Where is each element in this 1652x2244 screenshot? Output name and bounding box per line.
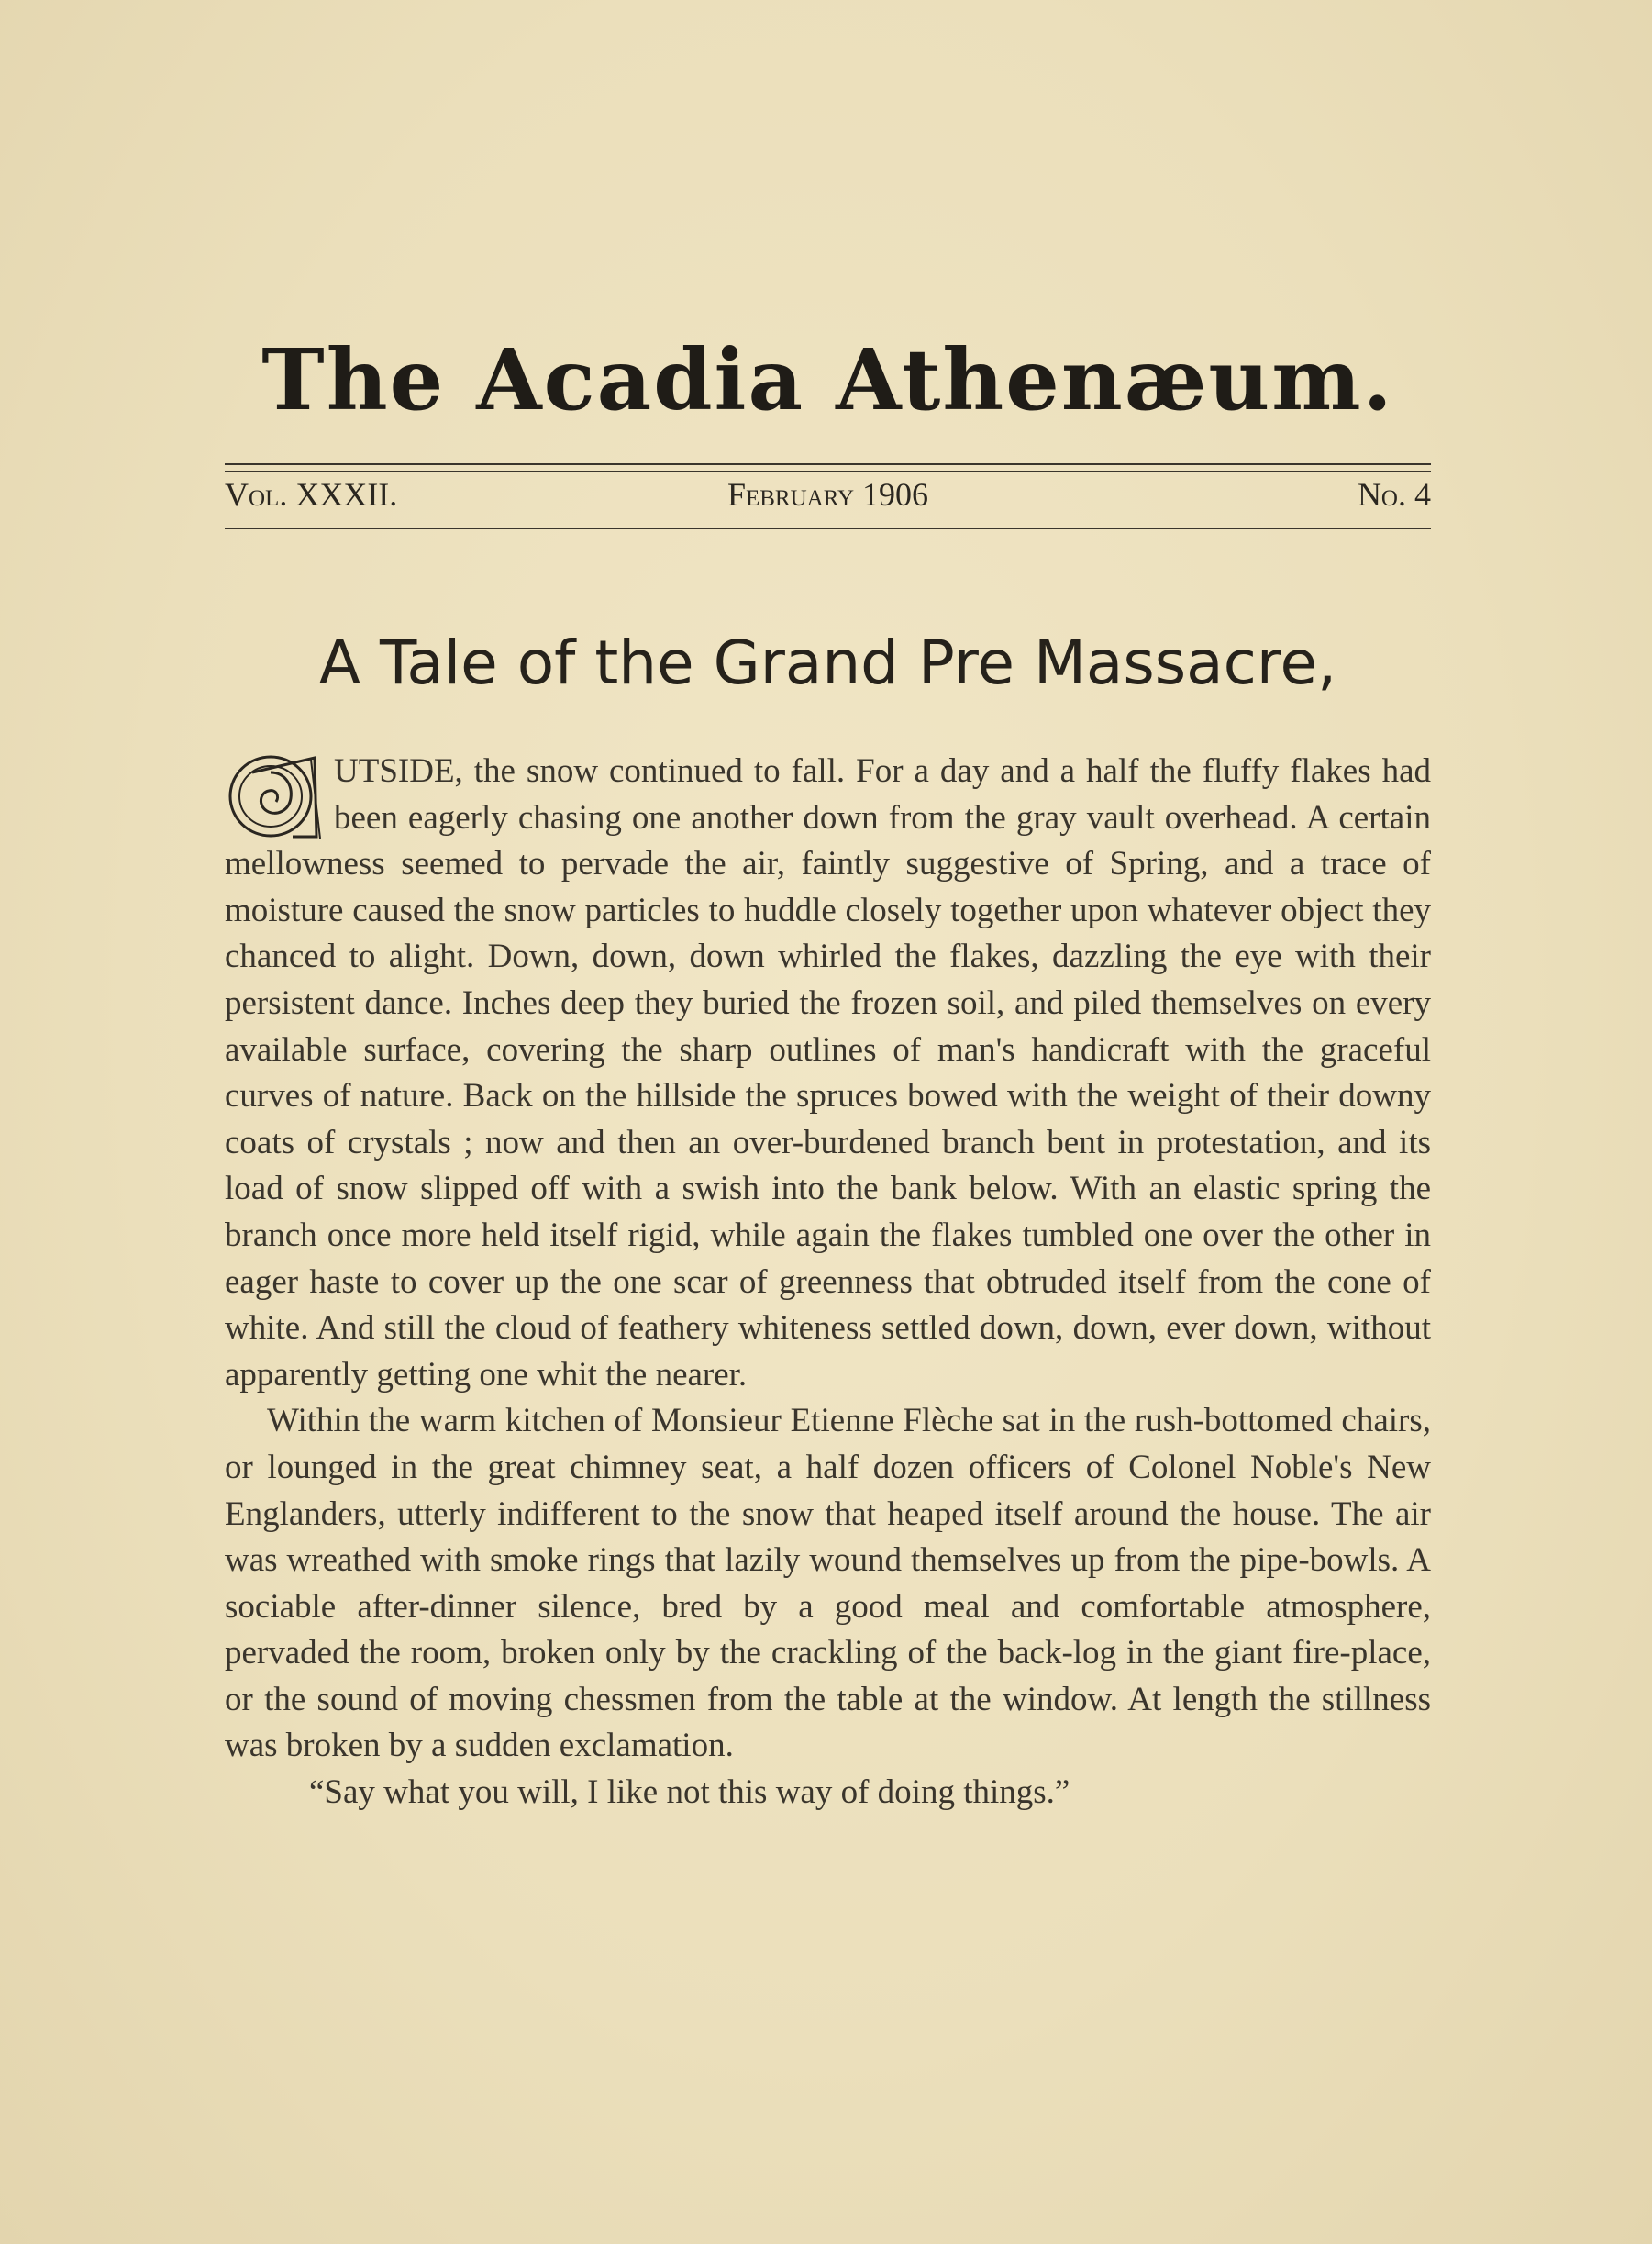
masthead-title: The Acadia Athenæum. bbox=[261, 330, 1394, 429]
paragraph-1 bbox=[225, 749, 1431, 1398]
issue-line bbox=[225, 475, 1431, 521]
dropcap-ornament bbox=[225, 752, 323, 840]
issue-rule bbox=[225, 528, 1431, 529]
paragraph-3-quote: “Say what you will, I like not this way of doing things.” bbox=[309, 1773, 1070, 1812]
masthead-rule-top bbox=[225, 463, 1431, 465]
article-body bbox=[225, 749, 1431, 1816]
issue-date: February 1906 bbox=[726, 476, 929, 513]
paragraph-2: Within the warm kitchen of Monsieur Etienne Flèche sat in the rush-bottomed chairs, or lounged in the great chimney seat, a half dozen officers of Colonel Noble's New Englanders, utterly indifferent to the snow that heaped itself around the house. The air was wreathed with smoke rings that lazily wound themselves up from the pipe-bowls. A sociable after-dinner silence, bred by a good meal and comfortable atmosphere, pervaded the room, broken only by the crackling of the back-log in the giant fire-place, or the sound of moving chessmen from the table at the window. At length the stillness was broken by a sudden exclamation. bbox=[225, 1402, 1431, 1765]
masthead-rule-bottom bbox=[225, 471, 1431, 472]
issue-number: No. 4 bbox=[1357, 476, 1431, 513]
paragraph-1-text: UTSIDE, the snow continued to fall. For a day and a half the fluffy flakes had been eagerly chasing one another down from the gray vault overhead. A certain mellowness seemed to pervade the air, faintly suggestive of Spring, and a trace of moisture caused the snow particles to huddle closely together upon whatever object they chanced to alight. Down, down, down whirled the flakes, dazzling the eye with their persistent dance. Inches deep they buried the frozen soil, and piled themselves on every available surface, covering the sharp outlines of man's handicraft with the graceful curves of nature. Back on the hillside the spruces bowed with the weight of their downy coats of crystals ; now and then an over-burdened branch bent in protestation, and its load of snow slipped off with a swish into the bank below. With an elastic spring the branch once more held itself rigid, while again the flakes tumbled one over the other in eager haste to cover up the one scar of greenness that obtruded itself from the cone of white. And still the cloud of feathery whiteness settled down, down, ever down, without apparently getting one whit the nearer. bbox=[225, 752, 1431, 1394]
volume-label: Vol. XXXII. bbox=[225, 476, 398, 513]
ornamental-o-icon bbox=[225, 752, 323, 840]
article-title: A Tale of the Grand Pre Massacre, bbox=[318, 628, 1337, 698]
